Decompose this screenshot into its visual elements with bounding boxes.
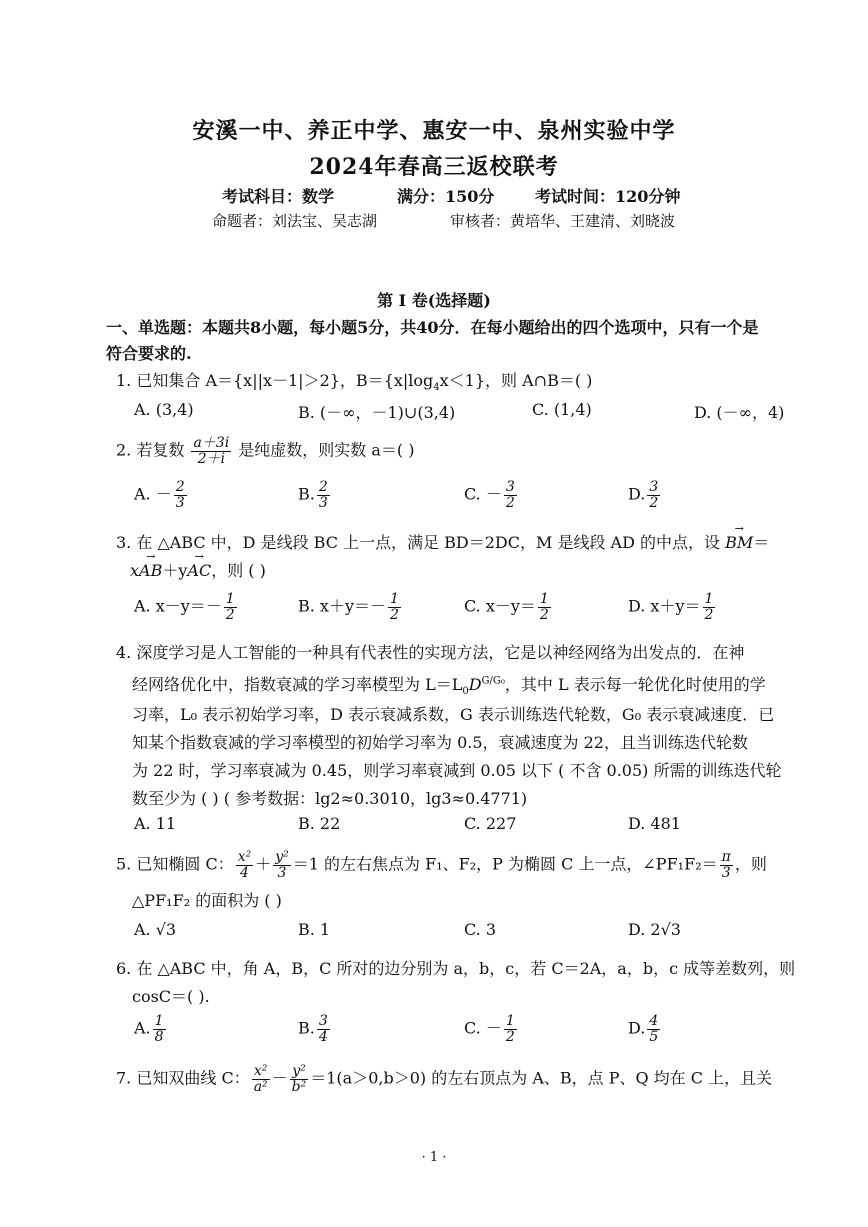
q3-plus-y: ＋y: [162, 561, 188, 580]
q2-option-b-num: 2: [318, 479, 328, 495]
question-5-line1: [116, 850, 767, 880]
q6-option-a-num: 1: [154, 1013, 164, 1029]
q3-option-a-num: 1: [225, 591, 235, 607]
q3-equals: ＝: [753, 533, 770, 552]
q3-vector-bm: → BM: [725, 533, 753, 552]
q2-option-d-label: D.: [628, 484, 646, 504]
q1-stem-part-a: 1. 已知集合 A＝{x||x－1|＞2}，B＝{x|log: [116, 371, 434, 390]
q5-frac2-num: y²: [275, 849, 289, 865]
question-6-line1: 6. 在 △ABC 中，角 A，B，C 所对的边分别为 a，b，c，若 C＝2A，a，b，c 成等差数列，则: [116, 959, 796, 978]
q5-option-c: C. 3: [464, 920, 497, 939]
question-5-line2: △PF₁F₂ 的面积为 ( ): [132, 891, 282, 910]
q6-option-a-label: A.: [134, 1018, 151, 1038]
q3-option-c: [464, 592, 553, 622]
q3-option-b-den: 2: [390, 606, 399, 623]
q6-option-c-den: 2: [505, 1028, 515, 1045]
exam-full-score: 满分：150分: [397, 187, 495, 206]
page-number: · 1 ·: [421, 1150, 447, 1165]
exam-title-line1: 安溪一中、养正中学、惠安一中、泉州实验中学: [192, 118, 676, 144]
q3-option-d-den: 2: [704, 606, 714, 623]
q5-stem-part-c: ，则: [734, 854, 767, 874]
q4-exponent: G/G₀: [481, 675, 505, 687]
q7-minus: －: [271, 1068, 288, 1088]
q3-option-c-den: 2: [539, 606, 549, 623]
question-1-stem: [116, 368, 592, 393]
q5-frac3-den: 3: [721, 864, 731, 881]
q6-option-b-den: 4: [318, 1028, 328, 1045]
q3-option-d-num: 1: [704, 591, 714, 607]
q2-option-a-label: A. －: [134, 484, 172, 504]
q3-line1-text: 3. 在 △ABC 中，D 是线段 BC 上一点，满足 BD＝2DC，M 是线段 AD 的中点，设: [116, 533, 721, 552]
question-4-line3: 习率，L₀ 表示初始学习率，D 表示衰减系数，G 表示训练迭代轮数，G₀ 表示衰减速度．已: [132, 705, 775, 724]
q6-option-d-den: 5: [649, 1028, 659, 1045]
question-4-line2: [132, 672, 766, 697]
q7-stem-part-a: 7. 已知双曲线 C：: [116, 1068, 250, 1088]
question-4-line1: 4. 深度学习是人工智能的一种具有代表性的实现方法，它是以神经网络为出发点的．在神: [116, 643, 745, 662]
q3-line2-end: ，则 ( ): [211, 561, 266, 580]
q3-vector-ac: → AC: [187, 561, 211, 580]
q2-option-b-den: 3: [318, 494, 328, 511]
q3-option-a-den: 2: [225, 606, 235, 623]
q3-option-c-num: 1: [539, 591, 549, 607]
q1-option-c: C. (1,4): [532, 400, 592, 419]
q2-option-b: [298, 480, 332, 510]
q4-decay-d: D: [468, 675, 482, 694]
q3-option-b-label: B. x＋y＝－: [298, 596, 386, 616]
q2-stem-part-a: 2. 若复数: [116, 440, 185, 460]
question-4-line5: 为 22 时，学习率衰减为 0.45，则学习率衰减到 0.05 以下 ( 不含 0.05) 所需的训练迭代轮: [132, 761, 782, 780]
q7-frac1-num: x²: [252, 1064, 270, 1080]
q2-option-a-den: 3: [175, 494, 185, 511]
section-title: 第 Ⅰ 卷(选择题): [377, 291, 491, 310]
q4-option-c: C. 227: [464, 814, 517, 833]
question-3-line2: [130, 558, 266, 581]
q2-option-d: [628, 480, 662, 510]
q5-frac3-num: π: [721, 849, 731, 865]
q2-option-a-num: 2: [175, 479, 185, 495]
q7-frac1-den: a²: [253, 1078, 268, 1095]
q2-option-c: [464, 480, 519, 510]
q5-stem-part-b: ＝1 的左右焦点为 F₁、F₂，P 为椭圆 C 上一点，∠PF₁F₂＝: [292, 854, 718, 874]
q2-option-c-den: 2: [505, 494, 515, 511]
exam-duration: 考试时间：120分钟: [535, 187, 681, 206]
q5-stem-part-a: 5. 已知椭圆 C：: [116, 854, 234, 874]
q3-option-d-label: D. x＋y＝: [628, 596, 701, 616]
q5-plus: ＋: [255, 854, 272, 874]
question-4-line4: 知某个指数衰减的学习率模型的初始学习率为 0.5，衰减速度为 22，且当训练迭代轮数: [132, 733, 748, 752]
q4-option-d: D. 481: [628, 814, 681, 833]
q6-option-c-label: C. －: [464, 1018, 502, 1038]
q4-l0-sub: 0: [462, 686, 469, 698]
section-instruction-line1: 一、单选题：本题共8小题，每小题5分，共40分．在每小题给出的四个选项中，只有一个是: [106, 318, 759, 337]
q4-option-a: A. 11: [134, 814, 177, 833]
q2-fraction-den: 2＋i: [197, 450, 226, 467]
q2-option-c-num: 3: [505, 479, 515, 495]
q2-fraction-num: a＋3i: [193, 435, 230, 451]
q6-option-a-den: 8: [154, 1028, 164, 1045]
q5-frac2-den: 3: [277, 864, 287, 881]
q2-fraction: [191, 436, 231, 466]
q6-option-c-num: 1: [505, 1013, 515, 1029]
q4-line2-text-a: 经网络优化中，指数衰减的学习率模型为 L＝L: [132, 675, 463, 694]
exam-reviewers: 审核者：黄培华、王建清、刘晓波: [450, 212, 676, 230]
question-6-line2: cosC＝( ).: [132, 987, 210, 1006]
q3-vector-ab: → AB: [139, 561, 162, 580]
q2-option-a: [134, 480, 189, 510]
q5-frac1-num: x²: [237, 849, 252, 865]
q7-frac2-den: b²: [291, 1078, 307, 1095]
q6-option-b-num: 3: [318, 1013, 328, 1029]
q7-stem-part-b: ＝1(a＞0,b＞0) 的左右顶点为 A、B，点 P、Q 均在 C 上，且关: [310, 1068, 773, 1088]
q4-line2-text-b: ，其中 L 表示每一轮优化时使用的学: [504, 675, 766, 694]
q3-option-a-label: A. x－y＝－: [134, 596, 222, 616]
q2-option-d-den: 2: [649, 494, 659, 511]
q1-stem-part-b: x＜1}，则 A∩B＝( ): [439, 371, 593, 390]
question-2-stem: [116, 436, 414, 466]
q6-option-a: [134, 1014, 168, 1044]
q3-option-b: [298, 592, 403, 622]
q5-frac1-den: 4: [239, 864, 249, 881]
q1-option-b: B. (－∞，－1)∪(3,4): [298, 403, 456, 422]
section-instruction-line2: 符合要求的.: [106, 344, 192, 363]
q1-log-base: 4: [433, 382, 440, 394]
q6-option-b: [298, 1014, 332, 1044]
q6-option-d-label: D.: [628, 1018, 646, 1038]
q5-option-a: A. √3: [134, 920, 177, 939]
q7-frac2-num: y²: [290, 1064, 309, 1080]
q5-option-d: D. 2√3: [628, 920, 681, 939]
q5-option-b: B. 1: [298, 920, 331, 939]
q4-option-b: B. 22: [298, 814, 341, 833]
q2-option-c-label: C. －: [464, 484, 502, 504]
question-7-line1: [116, 1064, 772, 1094]
q6-option-b-label: B.: [298, 1018, 315, 1038]
q6-option-d: [628, 1014, 662, 1044]
exam-subject: 考试科目：数学: [222, 187, 335, 206]
q2-option-b-label: B.: [298, 484, 315, 504]
q2-option-d-num: 3: [649, 479, 659, 495]
q3-option-c-label: C. x－y＝: [464, 596, 536, 616]
question-4-line6: 数至少为 ( ) ( 参考数据：lg2≈0.3010，lg3≈0.4771): [132, 789, 528, 808]
exam-title-line2: 2024年春高三返校联考: [309, 154, 559, 180]
q1-option-d: D. (－∞，4): [694, 403, 785, 422]
q2-stem-part-b: 是纯虚数，则实数 a＝( ): [238, 440, 415, 460]
exam-setters: 命题者：刘法宝、吴志湖: [212, 212, 378, 230]
q3-option-d: [628, 592, 717, 622]
q1-option-a: A. (3,4): [134, 400, 194, 419]
q3-option-b-num: 1: [390, 591, 399, 607]
q6-option-d-num: 4: [649, 1013, 659, 1029]
q3-option-a: [134, 592, 239, 622]
q3-x: x: [130, 561, 140, 580]
q6-option-c: [464, 1014, 519, 1044]
question-3-line1: [116, 530, 769, 553]
